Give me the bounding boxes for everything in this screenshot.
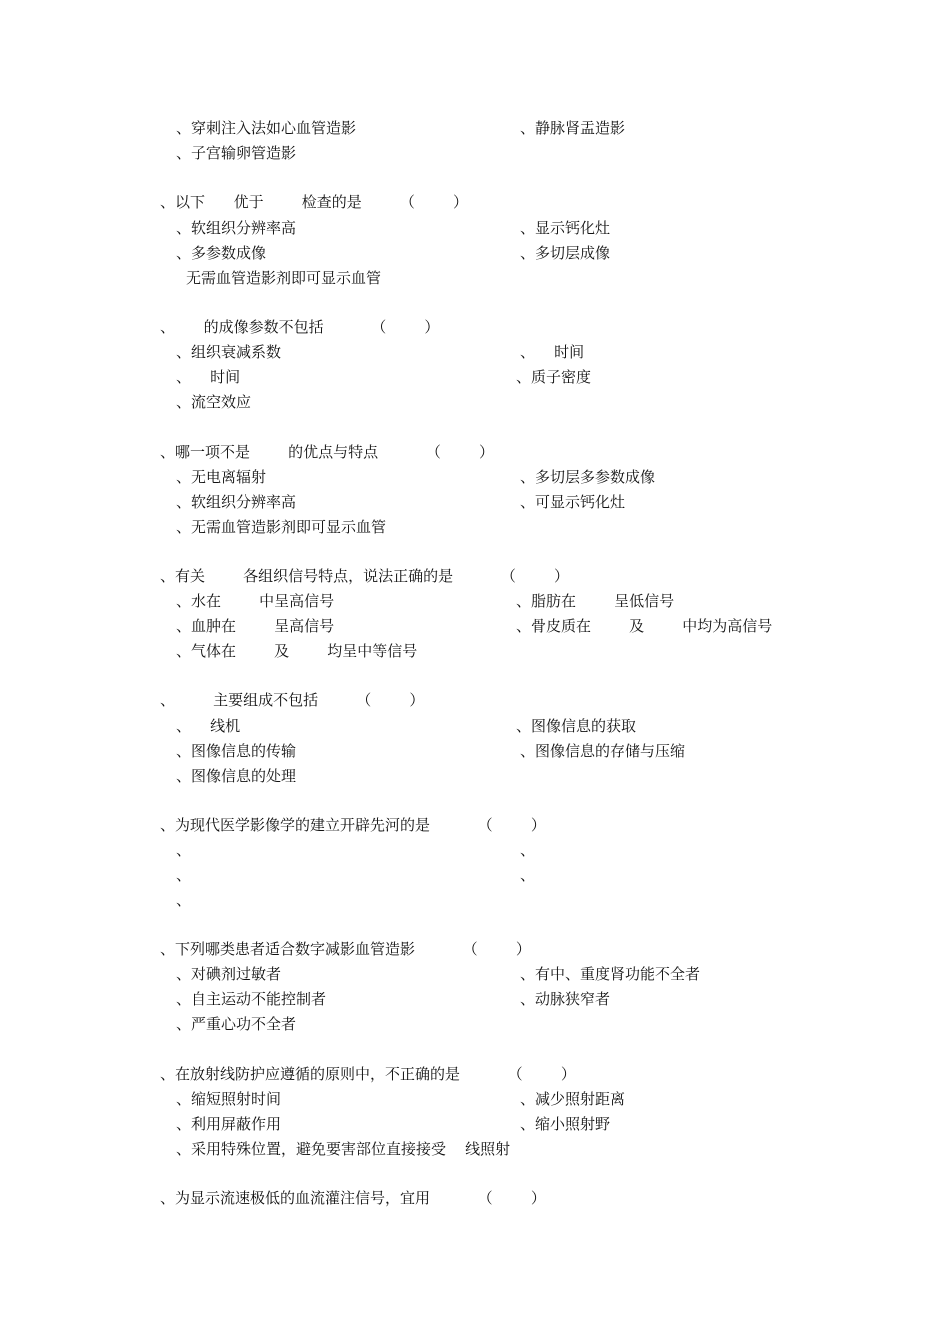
question-text: 、下列哪类患者适合数字减影血管造影 （ ） bbox=[160, 940, 531, 958]
option-text: 、 bbox=[520, 866, 536, 884]
option-text: 、骨皮质在 及 中均为高信号 bbox=[516, 617, 773, 635]
option-text: 、 时间 bbox=[176, 368, 241, 386]
option-text: 、缩小照射野 bbox=[520, 1115, 611, 1133]
option-text: 、多切层成像 bbox=[520, 244, 611, 262]
option-text: 无需血管造影剂即可显示血管 bbox=[186, 269, 382, 287]
option-text: 、图像信息的传输 bbox=[176, 742, 297, 760]
option-text: 、采用特殊位置，避免要害部位直接接受 线照射 bbox=[176, 1140, 511, 1158]
question-text: 、哪一项不是 的优点与特点 （ ） bbox=[160, 443, 494, 461]
option-text: 、无需血管造影剂即可显示血管 bbox=[176, 518, 387, 536]
question-text: 、为显示流速极低的血流灌注信号，宜用 （ ） bbox=[160, 1189, 546, 1207]
option-text: 、图像信息的获取 bbox=[516, 717, 637, 735]
option-text: 、缩短照射时间 bbox=[176, 1090, 282, 1108]
option-text: 、 bbox=[176, 841, 192, 859]
option-text: 、组织衰减系数 bbox=[176, 343, 282, 361]
option-text: 、水在 中呈高信号 bbox=[176, 592, 335, 610]
option-text: 、动脉狭窄者 bbox=[520, 990, 611, 1008]
option-text: 、软组织分辨率高 bbox=[176, 493, 297, 511]
option-text: 、气体在 及 均呈中等信号 bbox=[176, 642, 418, 660]
option-text: 、减少照射距离 bbox=[520, 1090, 626, 1108]
option-text: 、对碘剂过敏者 bbox=[176, 965, 282, 983]
question-text: 、在放射线防护应遵循的原则中，不正确的是 （ ） bbox=[160, 1065, 576, 1083]
option-text: 、 bbox=[520, 841, 536, 859]
option-text: 、多切层多参数成像 bbox=[520, 468, 656, 486]
option-text: 、自主运动不能控制者 bbox=[176, 990, 327, 1008]
option-text: 、 线机 bbox=[176, 717, 241, 735]
question-text: 、有关 各组织信号特点，说法正确的是 （ ） bbox=[160, 567, 569, 585]
option-text: 、 bbox=[176, 891, 192, 909]
option-text: 、图像信息的处理 bbox=[176, 767, 297, 785]
option-text: 、质子密度 bbox=[516, 368, 592, 386]
option-text: 、子宫输卵管造影 bbox=[176, 144, 297, 162]
option-text: 、利用屏蔽作用 bbox=[176, 1115, 282, 1133]
option-text: 、无电离辐射 bbox=[176, 468, 267, 486]
question-text: 、 的成像参数不包括 （ ） bbox=[160, 318, 440, 336]
option-text: 、流空效应 bbox=[176, 393, 252, 411]
option-text: 、 bbox=[176, 866, 192, 884]
option-text: 、显示钙化灶 bbox=[520, 219, 611, 237]
option-text: 、可显示钙化灶 bbox=[520, 493, 626, 511]
option-text: 、软组织分辨率高 bbox=[176, 219, 297, 237]
option-text: 、穿刺注入法如心血管造影 bbox=[176, 119, 357, 137]
option-text: 、 时间 bbox=[520, 343, 585, 361]
option-text: 、静脉肾盂造影 bbox=[520, 119, 626, 137]
option-text: 、多参数成像 bbox=[176, 244, 267, 262]
question-text: 、为现代医学影像学的建立开辟先河的是 （ ） bbox=[160, 816, 546, 834]
option-text: 、脂肪在 呈低信号 bbox=[516, 592, 675, 610]
option-text: 、有中、重度肾功能不全者 bbox=[520, 965, 701, 983]
option-text: 、血肿在 呈高信号 bbox=[176, 617, 335, 635]
option-text: 、严重心功不全者 bbox=[176, 1015, 297, 1033]
question-text: 、 主要组成不包括 （ ） bbox=[160, 691, 425, 709]
question-text: 、以下 优于 检查的是 （ ） bbox=[160, 193, 469, 211]
option-text: 、图像信息的存储与压缩 bbox=[520, 742, 686, 760]
